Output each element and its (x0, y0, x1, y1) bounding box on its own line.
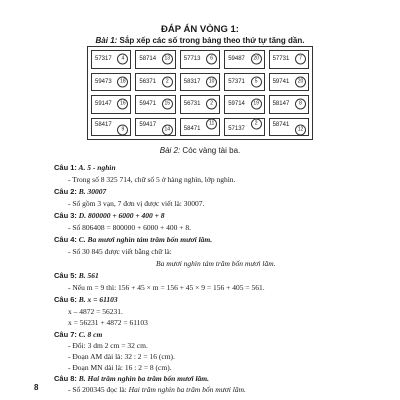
question-6-line-1: x – 4872 = 56231. (68, 307, 123, 316)
grid-cell (91, 95, 131, 114)
cell-rank-circle: 8 (295, 99, 306, 110)
question-8-line-1a: - Số 200345 đọc là: (68, 385, 127, 394)
question-4 (54, 235, 212, 244)
bai1-heading (0, 36, 400, 45)
cell-number: 59473 (95, 78, 112, 85)
cell-rank-circle: 15 (162, 99, 173, 110)
question-label: Câu 7: (54, 330, 77, 339)
cell-rank-circle: 2 (206, 99, 217, 110)
question-1-line-1: - Trong số 8 325 714, chữ số 5 ở hàng nghìn, lớp nghìn. (68, 175, 236, 184)
question-8-line-1b: Hai trăm nghìn ba trăm bốn mươi lăm. (128, 385, 246, 394)
cell-rank-circle: 20 (295, 76, 306, 87)
cell-number: 57137 (228, 126, 245, 133)
grid-cell (224, 95, 264, 114)
question-answer: D. 800000 + 6000 + 400 + 8 (76, 211, 165, 220)
question-label: Câu 3: (54, 211, 77, 220)
question-6 (54, 295, 118, 304)
question-answer: B. 30007 (76, 187, 107, 196)
question-7-line-1: - Đổi: 3 dm 2 cm = 32 cm. (68, 341, 148, 350)
cell-number: 58471 (183, 126, 201, 133)
cell-rank-circle: 19 (251, 99, 262, 110)
cell-rank-circle: 9 (117, 125, 128, 136)
question-answer: C. 8 cm (76, 330, 103, 339)
cell-rank-circle: 5 (251, 76, 262, 87)
question-answer: C. Ba mươi nghìn tám trăm bốn mươi lăm. (76, 235, 213, 244)
question-7-line-3: - Đoạn MN dài là: 16 : 2 = 8 (cm). (68, 363, 172, 372)
cell-rank-circle: 7 (295, 54, 306, 65)
question-5-line-1: - Nếu m = 9 thì: 156 + 45 × m = 156 + 45 × 9 = 156 + 405 = 561. (68, 283, 265, 292)
question-2 (54, 187, 106, 196)
page-number: 8 (34, 383, 39, 392)
question-8 (54, 374, 209, 383)
question-7-line-2: - Đoạn AM dài là: 32 : 2 = 16 (cm). (68, 352, 175, 361)
cell-number: 59471 (139, 101, 157, 108)
grid-cell (180, 95, 220, 114)
question-7 (54, 330, 102, 339)
cell-number: 57371 (228, 78, 245, 85)
number-table (87, 46, 313, 140)
page-title: ĐÁP ÁN VÒNG 1: (161, 24, 239, 35)
cell-rank-circle: 10 (206, 76, 217, 87)
question-label: Câu 6: (54, 295, 77, 304)
grid-cell (180, 118, 220, 137)
grid-cell (135, 95, 175, 114)
grid-cell (269, 118, 309, 137)
question-answer: B. 561 (76, 271, 99, 280)
grid-cell (91, 50, 131, 69)
cell-rank-circle: 13 (162, 54, 173, 65)
grid-cell (180, 73, 220, 92)
cell-number: 57713 (183, 56, 201, 63)
cell-number: 59417 (139, 121, 157, 128)
cell-number: 59147 (95, 101, 112, 108)
question-label: Câu 8: (54, 374, 77, 383)
bai2-text: Cóc vàng tài ba. (180, 146, 241, 155)
cell-number: 58147 (272, 101, 290, 108)
cell-rank-circle: 12 (295, 125, 306, 136)
question-label: Câu 4: (54, 235, 77, 244)
question-8-line-1 (68, 385, 246, 394)
question-4-line-2: Ba mươi nghìn tám trăm bốn mươi lăm. (156, 259, 276, 268)
question-2-line-1: - Số gồm 3 vạn, 7 đơn vị được viết là: 30007. (68, 199, 205, 208)
grid-cell (135, 50, 175, 69)
cell-rank-circle: 6 (206, 54, 217, 65)
question-label: Câu 1: (54, 163, 77, 172)
cell-number: 58417 (95, 121, 112, 128)
grid-cell (91, 73, 131, 92)
cell-rank-circle: 2 (162, 76, 173, 87)
grid-cell (224, 73, 264, 92)
cell-number: 59714 (228, 101, 245, 108)
cell-number: 58317 (183, 78, 201, 85)
cell-rank-circle: 11 (206, 119, 217, 130)
cell-rank-circle: 16 (117, 99, 128, 110)
cell-number: 57317 (95, 56, 112, 63)
question-answer: A. 5 - nghìn (76, 163, 116, 172)
question-4-line-1: - Số 30 845 được viết bằng chữ là: (68, 247, 172, 256)
grid-cell (135, 118, 175, 137)
cell-rank-circle: 14 (162, 125, 173, 136)
grid-cell (269, 50, 309, 69)
cell-number: 56731 (183, 101, 201, 108)
question-label: Câu 2: (54, 187, 77, 196)
question-label: Câu 5: (54, 271, 77, 280)
question-5 (54, 271, 99, 280)
bai1-text: Sắp xếp các số trong bảng theo thứ tự tăng dần. (117, 36, 305, 45)
cell-rank-circle: 18 (117, 76, 128, 87)
cell-number: 58741 (272, 121, 290, 128)
grid-cell (224, 118, 264, 137)
cell-number: 56371 (139, 78, 157, 85)
cell-number: 58714 (139, 56, 157, 63)
grid-cell (180, 50, 220, 69)
question-3 (54, 211, 165, 220)
cell-rank-circle: 20 (251, 54, 262, 65)
bai1-label: Bài 1: (95, 36, 118, 45)
cell-rank-circle: 2 (251, 119, 262, 130)
question-answer: B. x = 61103 (76, 295, 118, 304)
cell-number: 59487 (228, 56, 245, 63)
question-3-line-1: - Số 806408 = 800000 + 6000 + 400 + 8. (68, 223, 191, 232)
cell-number: 57731 (272, 56, 290, 63)
question-6-line-2: x = 56231 + 4872 = 61103 (68, 318, 148, 327)
number-grid (91, 50, 309, 136)
cell-rank-circle: 4 (117, 54, 128, 65)
cell-number: 59741 (272, 78, 290, 85)
question-answer: B. Hai trăm nghìn ba trăm bốn mươi lăm. (76, 374, 210, 383)
grid-cell (269, 73, 309, 92)
grid-cell (91, 118, 131, 137)
bai2-heading (0, 146, 400, 155)
grid-cell (135, 73, 175, 92)
question-1 (54, 163, 116, 172)
grid-cell (224, 50, 264, 69)
grid-cell (269, 95, 309, 114)
bai2-label: Bài 2: (159, 146, 181, 155)
